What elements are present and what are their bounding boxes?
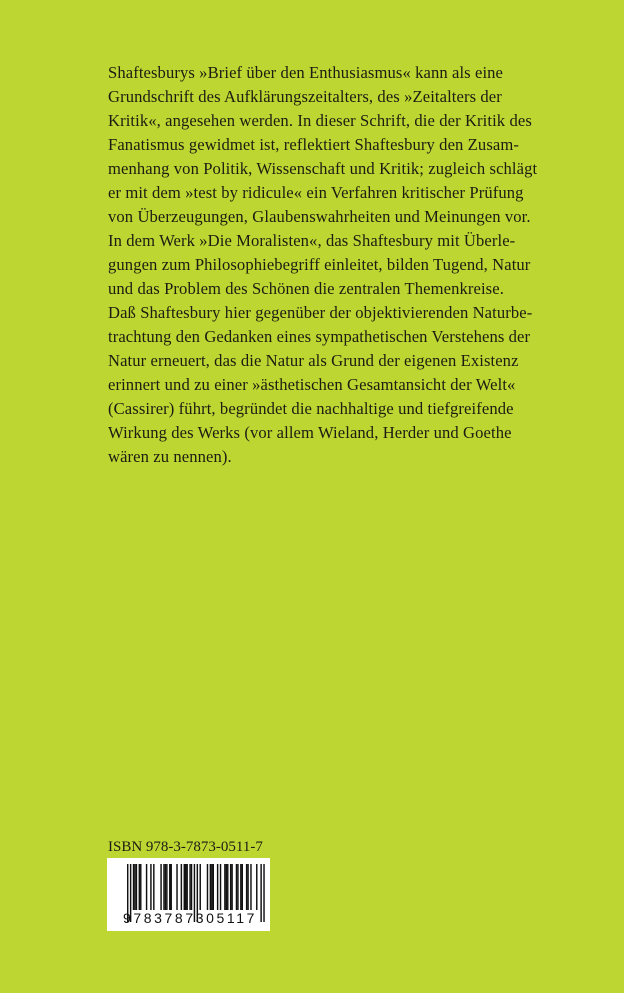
barcode-bar — [165, 864, 166, 910]
barcode-bar — [230, 864, 231, 910]
barcode-bar — [146, 864, 147, 910]
barcode-bar — [191, 864, 192, 910]
barcode-bar — [139, 864, 140, 910]
blurb-line: Kritik«, angesehen werden. In dieser Schrift, die der Kritik des — [108, 111, 532, 130]
barcode-bar — [160, 864, 161, 910]
barcode-bar — [185, 864, 186, 910]
barcode-bar — [246, 864, 247, 910]
blurb-line: von Überzeugungen, Glaubenswahrheiten und Meinungen vor. — [108, 207, 531, 226]
blurb-line: Grundschrift des Aufklärungszeitalters, des »Zeitalters der — [108, 87, 502, 106]
blurb-line: trachtung den Gedanken eines sympathetischen Verstehens der — [108, 327, 531, 346]
barcode-bar — [213, 864, 214, 910]
barcode-bar — [169, 864, 170, 910]
blurb-line: und das Problem des Schönen die zentralen Themenkreise. — [108, 279, 504, 298]
blurb-line: Daß Shaftesbury hier gegenüber der objektivierenden Naturbe- — [108, 303, 533, 322]
barcode-bar — [236, 864, 237, 910]
blurb-line: wären zu nennen). — [108, 447, 232, 466]
barcode — [107, 858, 270, 931]
blurb-line: gungen zum Philosophiebegriff einleitet, bilden Tugend, Natur — [108, 255, 531, 274]
barcode-bar — [181, 864, 182, 910]
barcode-bar — [227, 864, 228, 910]
barcode-bar — [134, 864, 135, 910]
blurb-line: menhang von Politik, Wissenschaft und Kritik; zugleich schlägt — [108, 159, 538, 178]
isbn-label: ISBN 978-3-7873-0511-7 — [108, 839, 263, 855]
barcode-bar — [184, 864, 185, 910]
barcode-bar — [242, 864, 243, 910]
blurb-line: In dem Werk »Die Moralisten«, das Shaftesbury mit Überle- — [108, 231, 516, 250]
barcode-bar — [247, 864, 248, 910]
barcode-bar — [211, 864, 212, 910]
barcode-bar — [200, 864, 201, 910]
back-cover-blurb — [108, 61, 538, 469]
blurb-line: Fanatismus gewidmet ist, reflektiert Shaftesbury den Zusam- — [108, 135, 519, 154]
barcode-bar — [256, 864, 257, 910]
barcode-bar — [250, 864, 251, 910]
barcode-bar — [210, 864, 211, 910]
barcode-bar — [133, 864, 134, 910]
barcode-bar — [166, 864, 167, 910]
blurb-line: Shaftesburys »Brief über den Enthusiasmus« kann als eine — [108, 63, 504, 82]
barcode-bar — [153, 864, 154, 910]
barcode-bar — [231, 864, 232, 910]
barcode-bar — [176, 864, 177, 910]
barcode-bar — [140, 864, 141, 910]
barcode-bar — [189, 864, 190, 910]
barcode-bar — [217, 864, 218, 910]
barcode-bar — [150, 864, 151, 910]
barcode-bar — [237, 864, 238, 910]
blurb-line: er mit dem »test by ridicule« ein Verfahren kritischer Prüfung — [108, 183, 524, 202]
blurb-line: Natur erneuert, das die Natur als Grund der eigenen Existenz — [108, 351, 519, 370]
barcode-bar — [186, 864, 187, 910]
barcode-bar — [226, 864, 227, 910]
barcode-bar — [171, 864, 172, 910]
barcode-bar — [263, 864, 264, 922]
blurb-line: Wirkung des Werks (vor allem Wieland, Herder und Goethe — [108, 423, 512, 442]
barcode-bar — [207, 864, 208, 910]
barcode-bar — [163, 864, 164, 910]
barcode-bar — [240, 864, 241, 910]
barcode-bar — [224, 864, 225, 910]
blurb-line: (Cassirer) führt, begründet die nachhaltige und tiefgreifende — [108, 399, 514, 418]
barcode-bar — [136, 864, 137, 910]
blurb-line: erinnert und zu einer »ästhetischen Gesamtansicht der Welt« — [108, 375, 516, 394]
barcode-digits: 9783787305117 — [123, 910, 257, 926]
barcode-bar — [220, 864, 221, 910]
